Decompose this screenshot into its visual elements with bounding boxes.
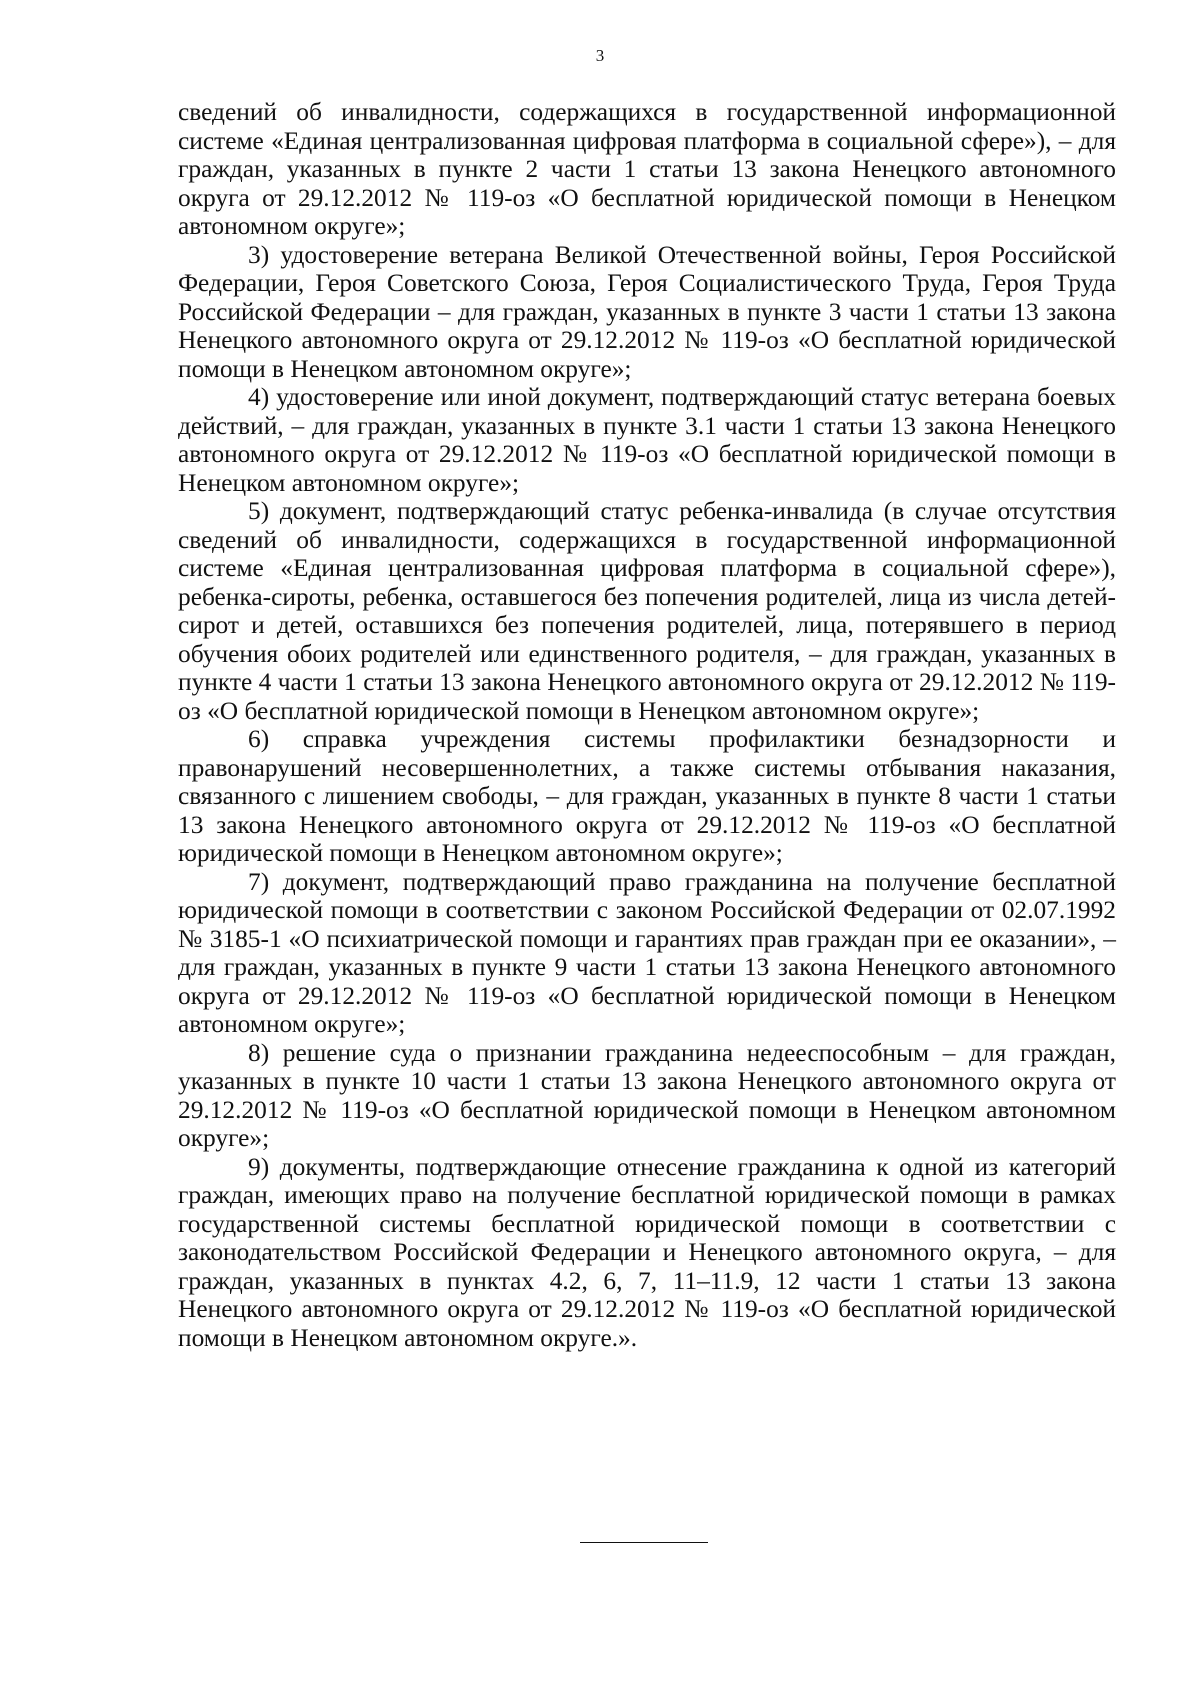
page-number: 3	[595, 46, 605, 65]
paragraph-item-6: 6) справка учреждения системы профилактики безнадзорности и правонарушений несовершеннолетних, а также системы отбывания наказания, связанного с лишением свободы, – для граждан, указанных в пункте 8 части 1 статьи 13 закона Ненецкого автономного округа от 29.12.2012 № 119-оз «О бесплатной юридической помощи в Ненецком автономном округе»;	[178, 725, 1116, 867]
paragraph-item-7: 7) документ, подтверждающий право гражданина на получение бесплатной юридической помощи в соответствии с законом Российской Федерации от 02.07.1992 № 3185-1 «О психиатрической помощи и гарантиях прав граждан при ее оказании», – для граждан, указанных в пункте 9 части 1 статьи 13 закона Ненецкого автономного округа от 29.12.2012 № 119-оз «О бесплатной юридической помощи в Ненецком автономном округе»;	[178, 867, 1116, 1038]
paragraph-item-5: 5) документ, подтверждающий статус ребенка-инвалида (в случае отсутствия сведений об инвалидности, содержащихся в государственной информационной системе «Единая централизованная цифровая платформа в социальной сфере»), ребенка-сироты, ребенка, оставшегося без попечения родителей, лица из числа детей-сирот и детей, оставшихся без попечения родителей, лица, потерявшего в период обучения обоих родителей или единственного родителя, – для граждан, указанных в пункте 4 части 1 статьи 13 закона Ненецкого автономного округа от 29.12.2012 № 119-оз «О бесплатной юридической помощи в Ненецком автономном округе»;	[178, 497, 1116, 725]
paragraph-item-9: 9) документы, подтверждающие отнесение гражданина к одной из категорий граждан, имеющих право на получение бесплатной юридической помощи в рамках государственной системы бесплатной юридической помощи в соответствии с законодательством Российской Федерации и Ненецкого автономного округа, – для граждан, указанных в пунктах 4.2, 6, 7, 11–11.9, 12 части 1 статьи 13 закона Ненецкого автономного округа от 29.12.2012 № 119-оз «О бесплатной юридической помощи в Ненецком автономном округе.».	[178, 1152, 1116, 1352]
paragraph-item-3: 3) удостоверение ветерана Великой Отечественной войны, Героя Российской Федерации, Героя Советского Союза, Героя Социалистического Труда, Героя Труда Российской Федерации – для граждан, указанных в пункте 3 части 1 статьи 13 закона Ненецкого автономного округа от 29.12.2012 № 119-оз «О бесплатной юридической помощи в Ненецком автономном округе»;	[178, 240, 1116, 383]
paragraph-item-8: 8) решение суда о признании гражданина недееспособным – для граждан, указанных в пункте 10 части 1 статьи 13 закона Ненецкого автономного округа от 29.12.2012 № 119-оз «О бесплатной юридической помощи в Ненецком автономном округе»;	[178, 1038, 1116, 1152]
paragraph-continuation: сведений об инвалидности, содержащихся в государственной информационной системе «Единая централизованная цифровая платформа в социальной сфере»), – для граждан, указанных в пункте 2 части 1 статьи 13 закона Ненецкого автономного округа от 29.12.2012 № 119-оз «О бесплатной юридической помощи в Ненецком автономном округе»;	[178, 98, 1116, 240]
document-body	[178, 98, 1116, 1352]
end-of-document-rule	[580, 1542, 708, 1543]
paragraph-item-4: 4) удостоверение или иной документ, подтверждающий статус ветерана боевых действий, – для граждан, указанных в пункте 3.1 части 1 статьи 13 закона Ненецкого автономного округа от 29.12.2012 № 119-оз «О бесплатной юридической помощи в Ненецком автономном округе»;	[178, 383, 1116, 497]
